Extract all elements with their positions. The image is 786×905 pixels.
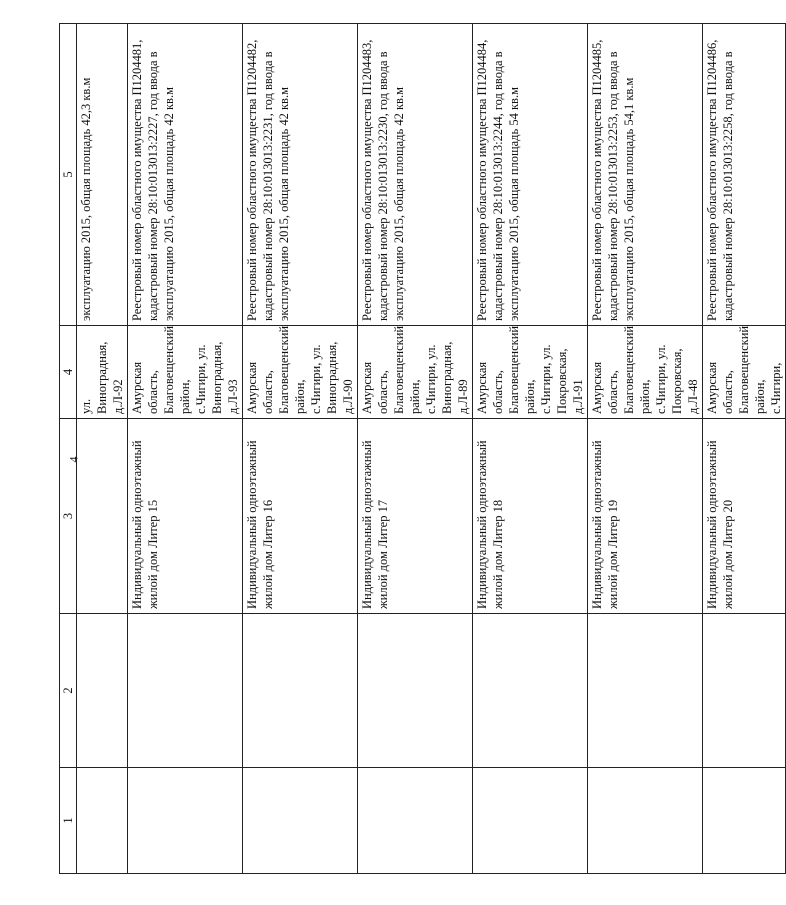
header-cell-2: 2 [60, 614, 77, 768]
cell-object: Индивидуальный одноэтажный жилой дом Литер 15 [128, 419, 243, 614]
cell-name [588, 614, 703, 768]
cell-name [128, 614, 243, 768]
cell-object: Индивидуальный одноэтажный жилой дом Литер 16 [243, 419, 358, 614]
cell-name [77, 614, 128, 768]
cell-details: Реестровый номер областного имущества П1204481, кадастровый номер 28:10:013013:2227, год ввода в эксплуатацию 2015, общая площадь 42 кв.м [128, 24, 243, 326]
page-number: 4 [66, 456, 81, 463]
cell-address: Амурская область, Благовещенский район, с.Чигири, ул. Покровская, д.Л-48 [588, 326, 703, 419]
table-row [358, 24, 473, 874]
cell-object: Индивидуальный одноэтажный жилой дом Литер 19 [588, 419, 703, 614]
header-cell-5: 5 [60, 24, 77, 326]
header-cell-4: 4 [60, 326, 77, 419]
property-table [59, 23, 786, 874]
cell-name [703, 614, 786, 768]
cell-number [243, 768, 358, 874]
cell-object: Индивидуальный одноэтажный жилой дом Литер 18 [473, 419, 588, 614]
cell-number [128, 768, 243, 874]
header-cell-3: 3 [60, 419, 77, 614]
table-row [703, 24, 786, 874]
cell-details: Реестровый номер областного имущества П1204484, кадастровый номер 28:10:013013:2244, год ввода в эксплуатацию 2015, общая площадь 54 кв.м [473, 24, 588, 326]
header-cell-1: 1 [60, 768, 77, 874]
cell-address: Амурская область, Благовещенский район, с.Чигири, [703, 326, 786, 419]
rotated-table-container [59, 24, 783, 874]
cell-address: ул. Виноградная, д.Л-92 [77, 326, 128, 419]
cell-details: Реестровый номер областного имущества П1204486, кадастровый номер 28:10:013013:2258, год ввода в [703, 24, 786, 326]
cell-name [473, 614, 588, 768]
cell-number [358, 768, 473, 874]
cell-object: Индивидуальный одноэтажный жилой дом Литер 20 [703, 419, 786, 614]
header-row [60, 24, 77, 874]
table-row [243, 24, 358, 874]
cell-details: эксплуатацию 2015, общая площадь 42,3 кв.м [77, 24, 128, 326]
cell-address: Амурская область, Благовещенский район, с.Чигири, ул. Покровская, д.Л-91 [473, 326, 588, 419]
cell-number [77, 768, 128, 874]
table-row [128, 24, 243, 874]
cell-address: Амурская область, Благовещенский район, с.Чигири, ул. Виноградная, д.Л-90 [243, 326, 358, 419]
cell-object [77, 419, 128, 614]
table-row [588, 24, 703, 874]
cell-number [588, 768, 703, 874]
cell-name [243, 614, 358, 768]
cell-address: Амурская область, Благовещенский район, с.Чигири, ул. Виноградная, д.Л-89 [358, 326, 473, 419]
cell-details: Реестровый номер областного имущества П1204482, кадастровый номер 28:10:013013:2231, год ввода в эксплуатацию 2015, общая площадь 42 кв.м [243, 24, 358, 326]
table-row [77, 24, 128, 874]
cell-address: Амурская область, Благовещенский район, с.Чигири, ул. Виноградная, д.Л-93 [128, 326, 243, 419]
cell-details: Реестровый номер областного имущества П1204483, кадастровый номер 28:10:013013:2230, год ввода в эксплуатацию 2015, общая площадь 42 кв.м [358, 24, 473, 326]
cell-name [358, 614, 473, 768]
cell-number [473, 768, 588, 874]
cell-number [703, 768, 786, 874]
cell-object: Индивидуальный одноэтажный жилой дом Литер 17 [358, 419, 473, 614]
table-row [473, 24, 588, 874]
cell-details: Реестровый номер областного имущества П1204485, кадастровый номер 28:10:013013:2253, год ввода в эксплуатацию 2015, общая площадь 54,1 кв.м [588, 24, 703, 326]
